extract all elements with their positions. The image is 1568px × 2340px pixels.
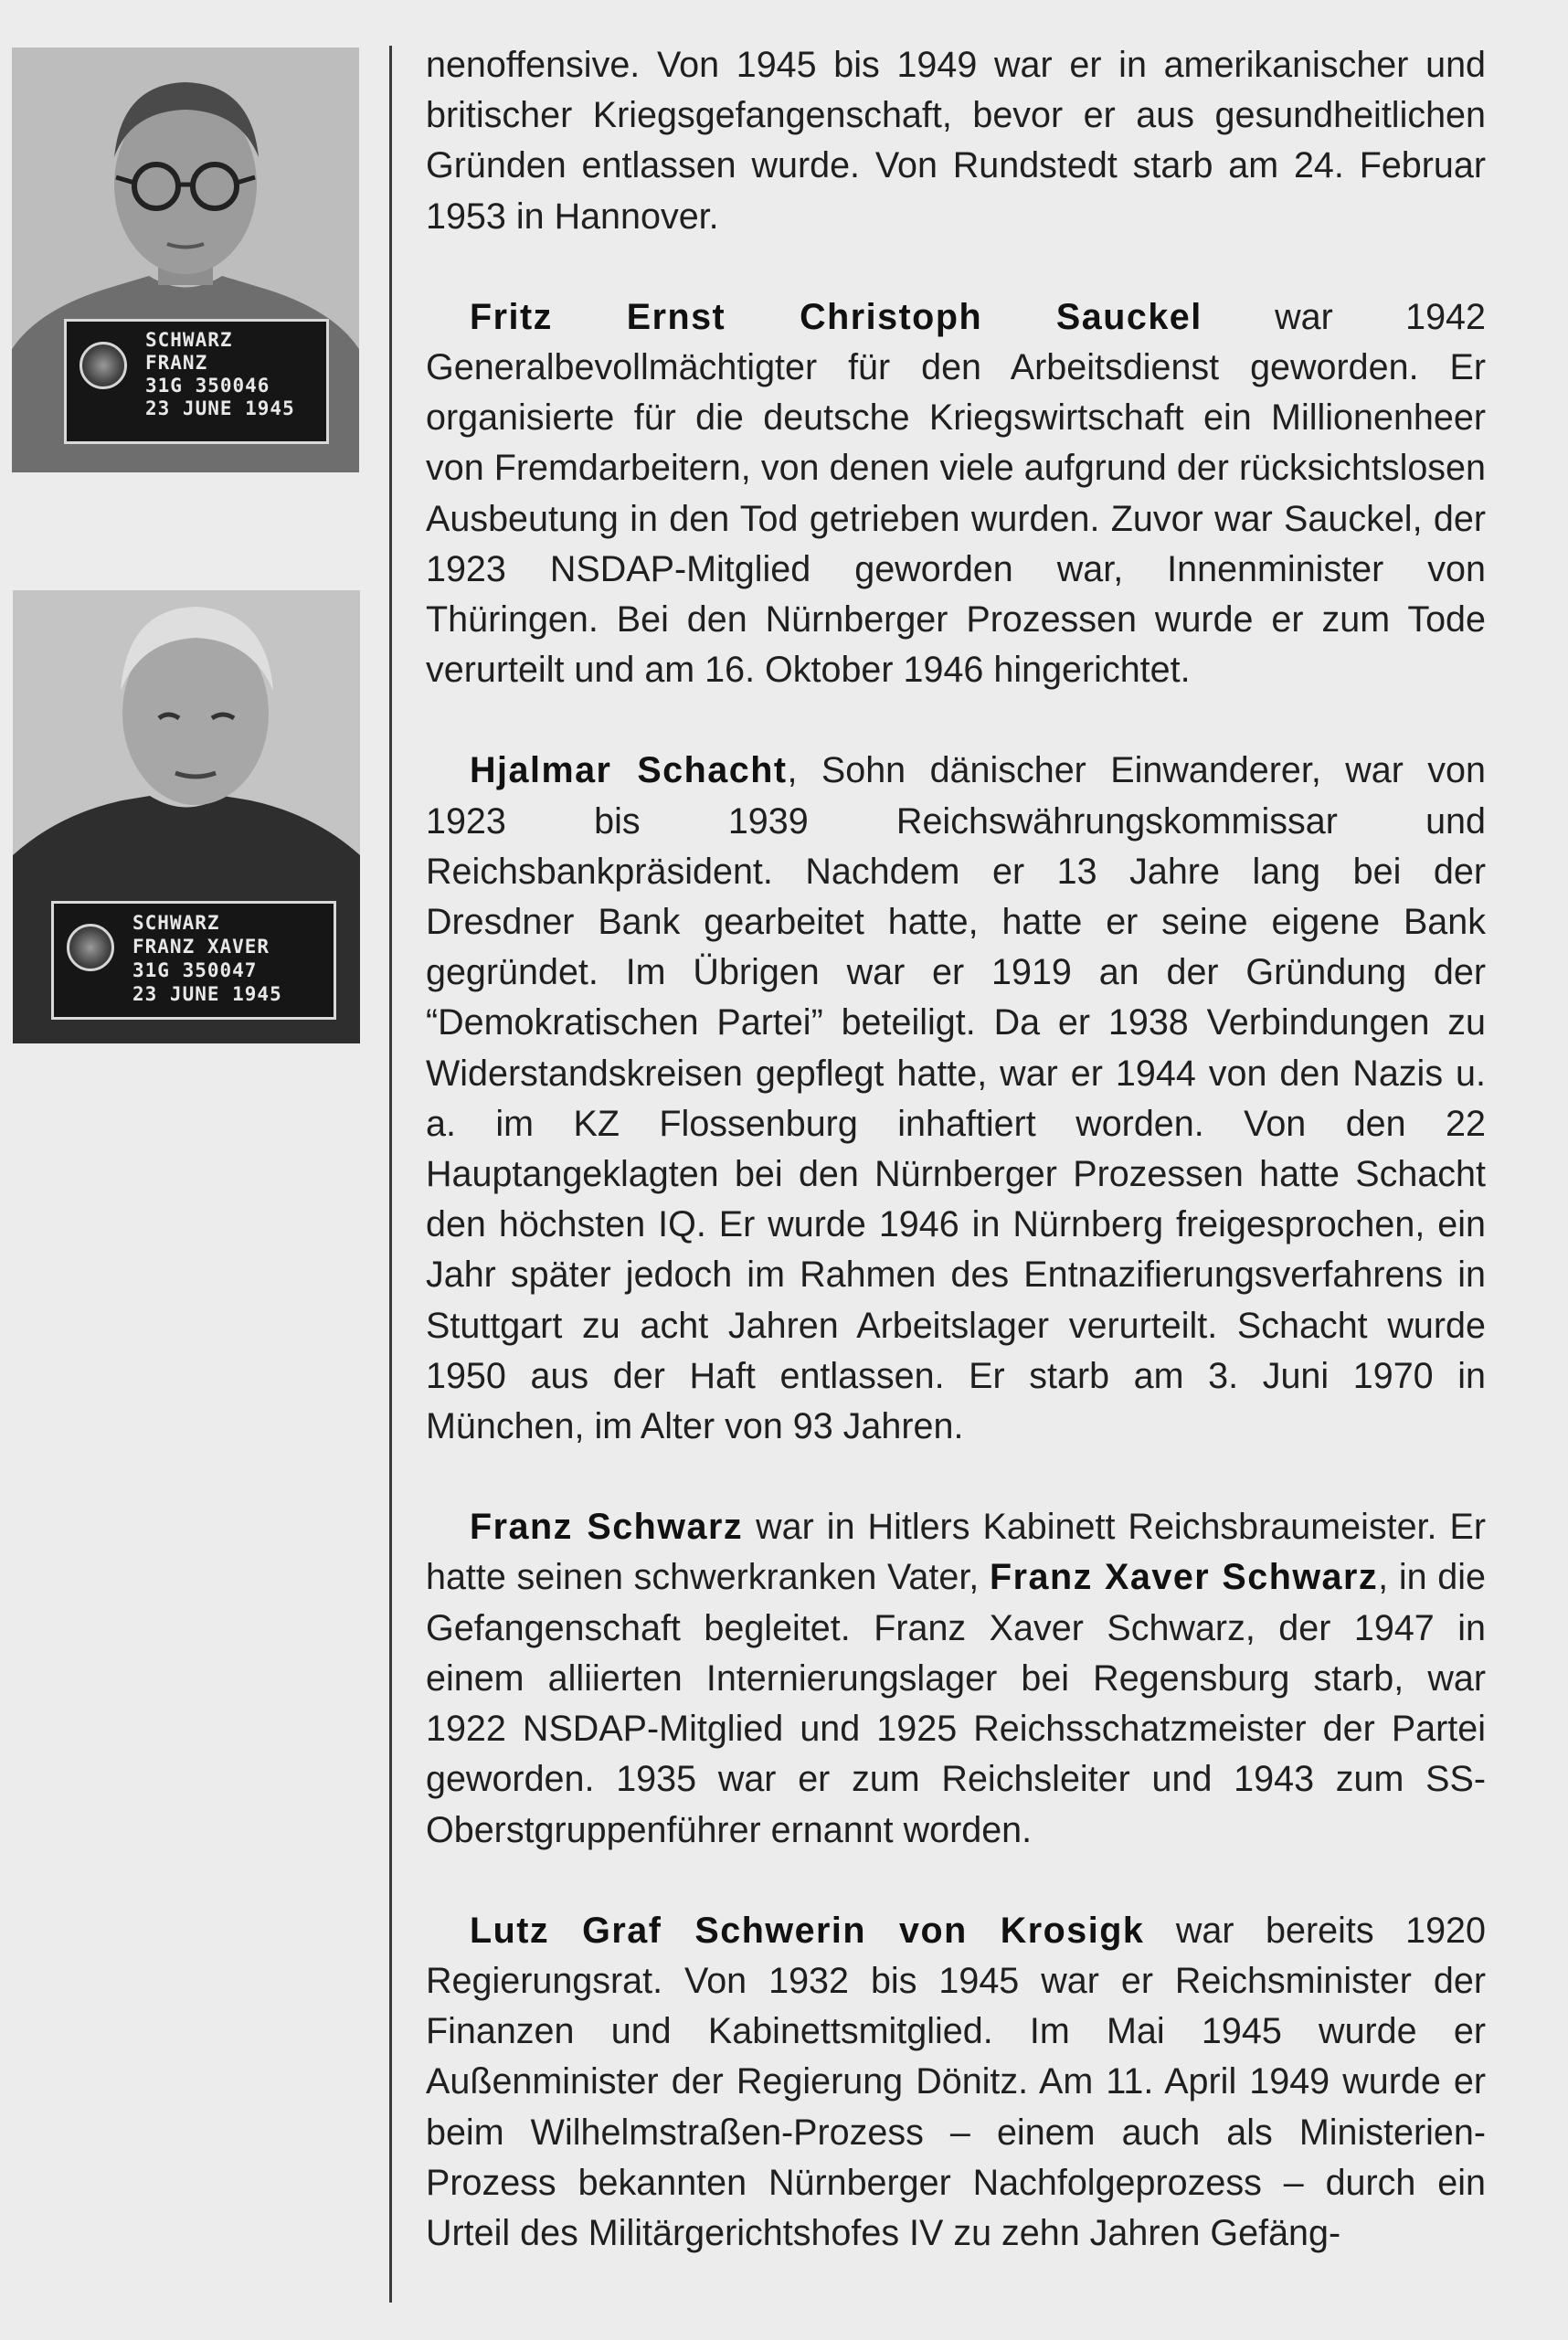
plate-line: SCHWARZ xyxy=(132,912,220,934)
mugshot-franz-schwarz xyxy=(12,48,359,472)
person-name: Franz Schwarz xyxy=(470,1507,744,1548)
person-name: Lutz Graf Schwerin von Krosigk xyxy=(470,1910,1145,1951)
paragraph-sauckel xyxy=(426,292,1486,696)
person-name: Hjalmar Schacht xyxy=(470,750,788,791)
paragraph-schacht xyxy=(426,746,1486,1452)
plate-line: 23 JUNE 1945 xyxy=(132,983,282,1005)
column-divider xyxy=(389,46,392,2303)
paragraph-text: , in die Gefangenschaft begleitet. Franz Xaver Schwarz, der 1947 in einem alliierten Internierungslager bei Regensburg starb, war 1922 NSDAP-Mitglied und 1925 Reichsschatzmeister der Partei geworden. 1935 war er zum Reichsleiter und 1943 zum SS-Oberstgruppenführer ernannt worden. xyxy=(426,1557,1486,1850)
seal-icon xyxy=(79,342,127,389)
paragraph-text: war 1942 Generalbevollmächtigter für den Arbeitsdienst geworden. Er organisierte für die deutsche Kriegswirtschaft ein Millionenheer von Fremdarbeitern, von denen viele aufgrund der rücksichtslosen Ausbeutung in den Tod getrieben wurden. Zuvor war Sauckel, der 1923 NSDAP-Mitglied geworden war, Innenminister von Thüringen. Bei den Nürnberger Prozessen wurde er zum Tode verurteilt und am 16. Oktober 1946 hingerichtet. xyxy=(426,296,1486,691)
paragraph-text: , Sohn dänischer Einwanderer, war von 1923 bis 1939 Reichswährungskommissar und Reichsbankpräsident. Nachdem er 13 Jahre lang bei der Dresdner Bank gearbeitet hatte, hatte er seine eigene Bank gegründet. Im Übrigen war er 1919 an der Gründung der “Demokratischen Partei” beteiligt. Da er 1938 Verbindungen zu Widerstandskreisen gepflegt hatte, war er 1944 von den Nazis u. a. im KZ Flossenburg inhaftiert worden. Von den 22 Hauptangeklagten bei den Nürnberger Prozessen hatte Schacht den höchsten IQ. Er wurde 1946 in Nürnberg freigesprochen, ein Jahr später jedoch im Rahmen des Entnazifierungsverfahrens in Stuttgart zu acht Jahren Arbeitslager verurteilt. Schacht wurde 1950 aus der Haft entlassen. Er starb am 3. Juni 1970 in München, im Alter von 93 Jahren. xyxy=(426,750,1486,1447)
plate-line: 23 JUNE 1945 xyxy=(145,397,295,419)
paragraph-schwarz xyxy=(426,1502,1486,1855)
paragraph-text: war in Hitlers Kabinett Reichsbraumeister. Er hatte seinen schwerkranken Vater, xyxy=(426,1507,1487,1598)
person-name: Franz Xaver Schwarz xyxy=(990,1557,1379,1598)
name-plate xyxy=(51,901,336,1020)
paragraph-text: war bereits 1920 Regierungsrat. Von 1932 bis 1945 war er Reichsminister der Finanzen und Kabinettsmitglied. Im Mai 1945 wurde er Außenminister der Regierung Dönitz. Am 11. April 1949 wurde er beim Wilhelmstraßen-Prozess – einem auch als Ministerien-Prozess bekannten Nürnberger Nachfolgeprozess – durch ein Urteil des Militärgerichtshofes IV zu zehn Jahren Gefäng- xyxy=(426,1910,1486,2253)
person-name: Fritz Ernst Christoph Sauckel xyxy=(470,296,1202,337)
seal-icon xyxy=(67,924,114,971)
plate-line: 31G 350046 xyxy=(145,375,270,397)
plate-line: FRANZ xyxy=(145,352,208,374)
plate-line: 31G 350047 xyxy=(132,959,258,981)
paragraph-rundstedt-end: nenoffensive. Von 1945 bis 1949 war er in amerikanischer und britischer Kriegsgefangenschaft, bevor er aus gesundheitlichen Gründen entlassen wurde. Von Rundstedt starb am 24. Februar 1953 in Hannover. xyxy=(426,45,1486,237)
mugshot-franz-xaver-schwarz xyxy=(13,590,360,1043)
plate-line: FRANZ XAVER xyxy=(132,936,270,958)
plate-line: SCHWARZ xyxy=(145,329,233,351)
name-plate xyxy=(64,319,329,444)
paragraph-krosigk xyxy=(426,1906,1486,2259)
article-body xyxy=(426,40,1486,2259)
